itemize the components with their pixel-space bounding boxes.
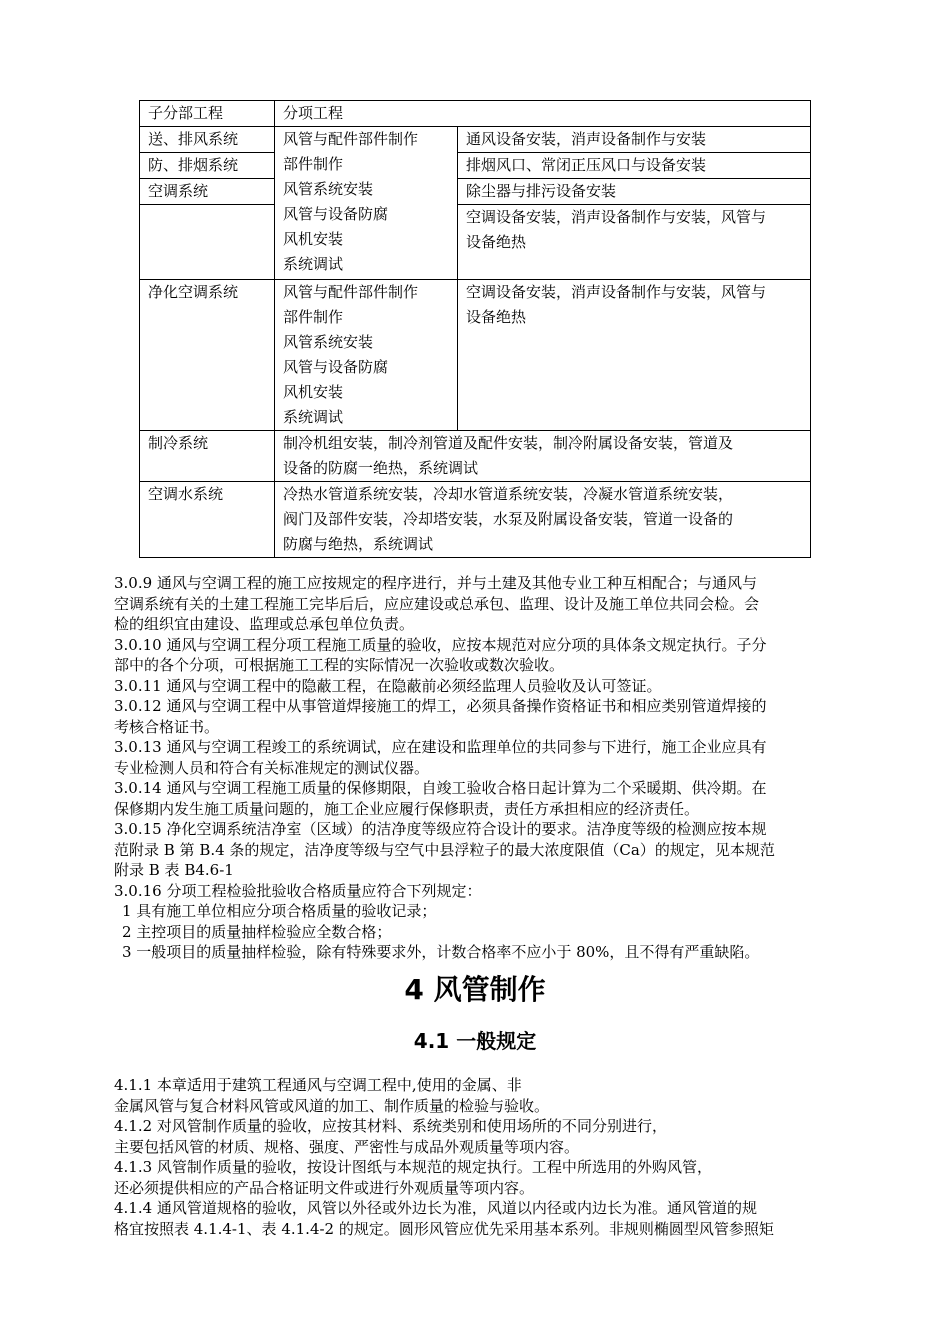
clause-line: 附录 B 表 B4.6-1 (114, 861, 234, 879)
list-item: 风管与设备防腐 (283, 358, 389, 376)
list-item: 部件制作 (283, 155, 344, 173)
row-label-chilled-water: 空调水系统 (140, 482, 275, 558)
section-line: 4.1.2 对风管制作质量的验收，应按其材料、系统类别和使用场所的不同分别进行， (114, 1117, 667, 1135)
section-line: 还必须提供相应的产品合格证明文件或进行外观质量等项内容。 (114, 1178, 535, 1197)
row-label-smoke: 防、排烟系统 (140, 153, 275, 179)
clause-line: 3.0.10 通风与空调工程分项工程施工质量的验收，应按本规范对应分项的具体条文规定执行。子分 (114, 635, 767, 654)
table-row (140, 205, 811, 280)
list-item: 风机安装 (283, 230, 344, 248)
section-body (114, 1075, 838, 1239)
list-item: 3 一般项目的质量抽样检验，除有特殊要求外，计数合格率不应小于 80%，且不得有严重缺陷。 (122, 943, 760, 961)
list-item: 系统调试 (283, 255, 344, 273)
row-label-supply-exhaust: 送、排风系统 (140, 127, 275, 153)
list-item: 1 具有施工单位相应分项合格质量的验收记录； (122, 902, 437, 920)
cell-line: 防腐与绝热，系统调试 (283, 535, 434, 553)
list-item: 风机安装 (283, 383, 344, 401)
header-subdivision: 子分部工程 (140, 101, 275, 127)
extra-smoke: 排烟风口、常闭正压风口与设备安装 (458, 153, 811, 179)
clause-line: 3.0.13 通风与空调工程竣工的系统调试，应在建设和监理单位的共同参与下进行，施工企业应具有 (114, 738, 767, 756)
cell-line: 空调设备安装，消声设备制作与安装，风管与 (466, 208, 767, 226)
section-title: 4.1 一般规定 (413, 1029, 537, 1053)
ventilation-common-items (275, 127, 458, 280)
table-header-row (140, 101, 811, 127)
section-line: 格宜按照表 4.1.4-1、表 4.1.4-2 的规定。圆形风管应优先采用基本系列。非规则椭圆型风管参照矩 (114, 1219, 774, 1238)
clause-line: 3.0.11 通风与空调工程中的隐蔽工程，在隐蔽前必须经监理人员验收及认可签证。 (114, 676, 662, 695)
clause-line: 范附录 B 第 B.4 条的规定，洁净度等级与空气中县浮粒子的最大浓度限值（Ca）的规定，见本规范 (114, 840, 775, 859)
section-line: 4.1.4 通风管道规格的验收，风管以外径或外边长为准，风道以内径或内边长为准。通风管道的规 (114, 1199, 757, 1217)
header-item: 分项工程 (275, 101, 811, 127)
clause-line: 3.0.14 通风与空调工程施工质量的保修期限，自竣工验收合格日起计算为二个采暖期、供冷期。在 (114, 779, 767, 797)
table-row (140, 179, 811, 205)
row-label-refrigeration: 制冷系统 (140, 431, 275, 482)
cell-line: 设备绝热 (466, 308, 527, 326)
list-item: 系统调试 (283, 408, 344, 426)
clause-line: 检的组织宜由建设、监理或总承包单位负责。 (114, 615, 415, 633)
table-row (140, 482, 811, 558)
clause-line: 专业检测人员和符合有关标准规定的测试仪器。 (114, 758, 430, 777)
clause-line: 3.0.15 净化空调系统洁净室（区域）的洁净度等级应符合设计的要求。洁净度等级的检测应按本规 (114, 820, 767, 838)
table-row (140, 127, 811, 153)
clause-line: 考核合格证书。 (114, 717, 220, 736)
list-item: 风管与配件部件制作 (283, 283, 419, 301)
clause-line: 空调系统有关的土建工程施工完毕后后，应应建设或总承包、监理、设计及施工单位共同会检。会 (114, 594, 760, 613)
chilled-water-items (275, 482, 811, 558)
subdivision-table (139, 100, 811, 558)
table-row (140, 153, 811, 179)
table-row (140, 431, 811, 482)
clean-common-items (275, 280, 458, 431)
cell-line: 空调设备安装，消声设备制作与安装，风管与 (466, 283, 767, 301)
row-label-aircon: 空调系统 (140, 179, 275, 205)
cell-line: 设备绝热 (466, 233, 527, 251)
cell-line: 设备的防腐一绝热，系统调试 (283, 459, 479, 477)
cell-line: 制冷机组安装，制冷剂管道及配件安装，制冷附属设备安装，管道及 (283, 434, 734, 452)
list-item: 风管与配件部件制作 (283, 130, 419, 148)
clause-line: 部中的各个分项，可根据施工工程的实际情况一次验收或数次验收。 (114, 656, 565, 674)
list-item: 部件制作 (283, 308, 344, 326)
empty-cell (140, 205, 275, 280)
list-item: 风管系统安装 (283, 333, 374, 351)
section-line: 4.1.1 本章适用于建筑工程通风与空调工程中,使用的金属、非 (114, 1076, 522, 1094)
row-label-clean-aircon: 净化空调系统 (140, 280, 275, 431)
list-item: 2 主控项目的质量抽样检验应全数合格； (122, 922, 392, 941)
list-item: 风管系统安装 (283, 180, 374, 198)
table-row (140, 280, 811, 431)
cell-line: 阀门及部件安装，冷却塔安装，水泵及附属设备安装，管道一设备的 (283, 510, 734, 528)
extra-dust: 除尘器与排污设备安装 (458, 179, 811, 205)
clause-line: 3.0.9 通风与空调工程的施工应按规定的程序进行，并与土建及其他专业工种互相配合；与通风与 (114, 574, 757, 592)
clause-line: 保修期内发生施工质量问题的，施工企业应履行保修职责，责任方承担相应的经济责任。 (114, 799, 700, 818)
section-line: 金属风管与复合材料风管或风道的加工、制作质量的检验与验收。 (114, 1096, 550, 1115)
clause-line: 3.0.16 分项工程检验批验收合格质量应符合下列规定： (114, 881, 482, 900)
section-line: 4.1.3 风管制作质量的验收，按设计图纸与本规范的规定执行。工程中所选用的外购风管， (114, 1158, 712, 1176)
refrigeration-items (275, 431, 811, 482)
clause-line: 3.0.12 通风与空调工程中从事管道焊接施工的焊工，必须具备操作资格证书和相应类别管道焊接的 (114, 697, 767, 715)
clauses-block (114, 573, 838, 963)
section-line: 主要包括风管的材质、规格、强度、严密性与成品外观质量等项内容。 (114, 1137, 580, 1156)
extra-aircon-equipment (458, 205, 811, 280)
cell-line: 冷热水管道系统安装，冷却水管道系统安装，冷凝水管道系统安装， (283, 485, 734, 503)
extra-supply-exhaust: 通风设备安装，消声设备制作与安装 (458, 127, 811, 153)
list-item: 风管与设备防腐 (283, 205, 389, 223)
clean-extra (458, 280, 811, 431)
chapter-title: 4 风管制作 (404, 973, 546, 1006)
